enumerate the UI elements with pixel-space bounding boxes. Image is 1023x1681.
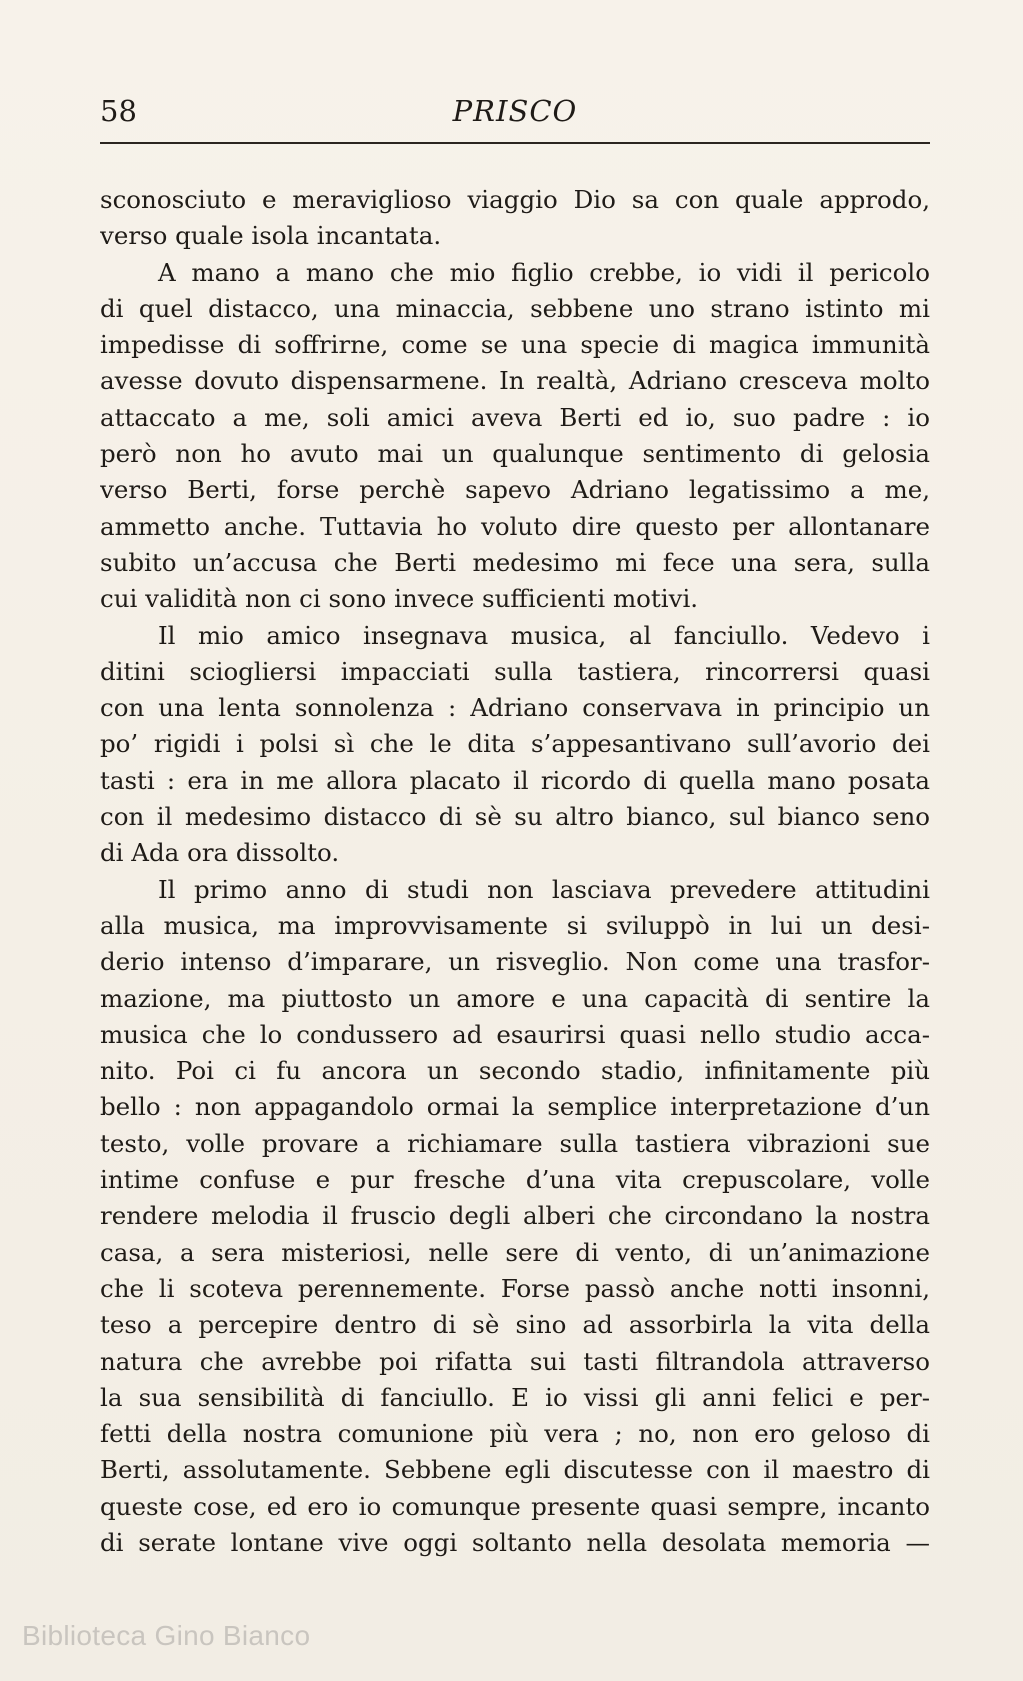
text-line: natura che avrebbe poi rifatta sui tasti filtrandola attraverso [100, 1346, 930, 1376]
text-line: teso a percepire dentro di sè sino ad assorbirla la vita della [100, 1310, 930, 1340]
text-line: impedisse di soffrirne, come se una specie di magica immunità [100, 330, 930, 360]
text-line: intime confuse e pur fresche d’una vita crepuscolare, volle [100, 1165, 930, 1195]
text-line: ditini sciogliersi impacciati sulla tastiera, rincorrersi quasi [100, 656, 930, 686]
text-line: subito un’accusa che Berti medesimo mi fece una sera, sulla [100, 547, 930, 577]
text-line: fetti della nostra comunione più vera ; no, non ero geloso di [100, 1419, 930, 1449]
text-line: verso Berti, forse perchè sapevo Adriano legatissimo a me, [100, 475, 930, 505]
body-text [100, 182, 930, 1561]
text-line: con una lenta sonnolenza : Adriano conservava in principio un [100, 693, 930, 723]
text-line: di Ada ora dissolto. [100, 838, 340, 868]
text-line: sconosciuto e meraviglioso viaggio Dio sa con quale approdo, [100, 185, 930, 214]
text-line: di serate lontane vive oggi soltanto nella desolata memoria — [100, 1527, 930, 1557]
library-watermark: Biblioteca Gino Bianco [22, 1620, 311, 1651]
paragraph-first-line: A mano a mano che mio figlio crebbe, io vidi il pericolo [158, 257, 930, 287]
header-rule [100, 142, 930, 144]
text-line: alla musica, ma improvvisamente si sviluppò in lui un desi- [100, 910, 930, 940]
page-header [100, 95, 930, 137]
text-line: Berti, assolutamente. Sebbene egli discutesse con il maestro di [100, 1455, 930, 1485]
text-line: rendere melodia il fruscio degli alberi che circondano la nostra [100, 1201, 930, 1231]
text-line: cui validità non ci sono invece sufficienti motivi. [100, 584, 699, 614]
text-line: bello : non appagandolo ormai la semplice interpretazione d’un [100, 1092, 930, 1122]
text-line: tasti : era in me allora placato il ricordo di quella mano posata [100, 765, 930, 795]
text-line: nito. Poi ci fu ancora un secondo stadio, infinitamente più [100, 1056, 930, 1086]
text-line: ammetto anche. Tuttavia ho voluto dire questo per allontanare [100, 511, 930, 541]
text-line: con il medesimo distacco di sè su altro bianco, sul bianco seno [100, 802, 930, 832]
text-line: attaccato a me, soli amici aveva Berti ed io, suo padre : io [100, 402, 930, 432]
text-line: derio intenso d’imparare, un risveglio. Non come una trasfor- [100, 947, 930, 977]
text-line: musica che lo condussero ad esaurirsi quasi nello studio acca- [100, 1019, 930, 1049]
text-line: po’ rigidi i polsi sì che le dita s’appesantivano sull’avorio dei [100, 729, 930, 759]
text-line: testo, volle provare a richiamare sulla tastiera vibrazioni sue [100, 1128, 930, 1158]
paragraph-first-line: Il mio amico insegnava musica, al fanciullo. Vedevo i [158, 620, 930, 650]
paragraph-first-line: Il primo anno di studi non lasciava prevedere attitudini [158, 874, 930, 904]
text-line: di quel distacco, una minaccia, sebbene uno strano istinto mi [100, 293, 930, 323]
text-line: che li scoteva perennemente. Forse passò anche notti insonni, [100, 1273, 930, 1303]
text-line: però non ho avuto mai un qualunque sentimento di gelosia [100, 439, 930, 469]
text-line: queste cose, ed ero io comunque presente quasi sempre, incanto [100, 1491, 930, 1521]
text-line: mazione, ma piuttosto un amore e una capacità di sentire la [100, 983, 930, 1013]
text-line: casa, a sera misteriosi, nelle sere di vento, di un’animazione [100, 1237, 930, 1267]
text-line: la sua sensibilità di fanciullo. E io vissi gli anni felici e per- [100, 1382, 930, 1412]
page-number: 58 [100, 94, 137, 128]
text-line: verso quale isola incantata. [100, 221, 442, 251]
running-title: PRISCO [452, 94, 578, 128]
text-line: avesse dovuto dispensarmene. In realtà, Adriano cresceva molto [100, 366, 930, 396]
